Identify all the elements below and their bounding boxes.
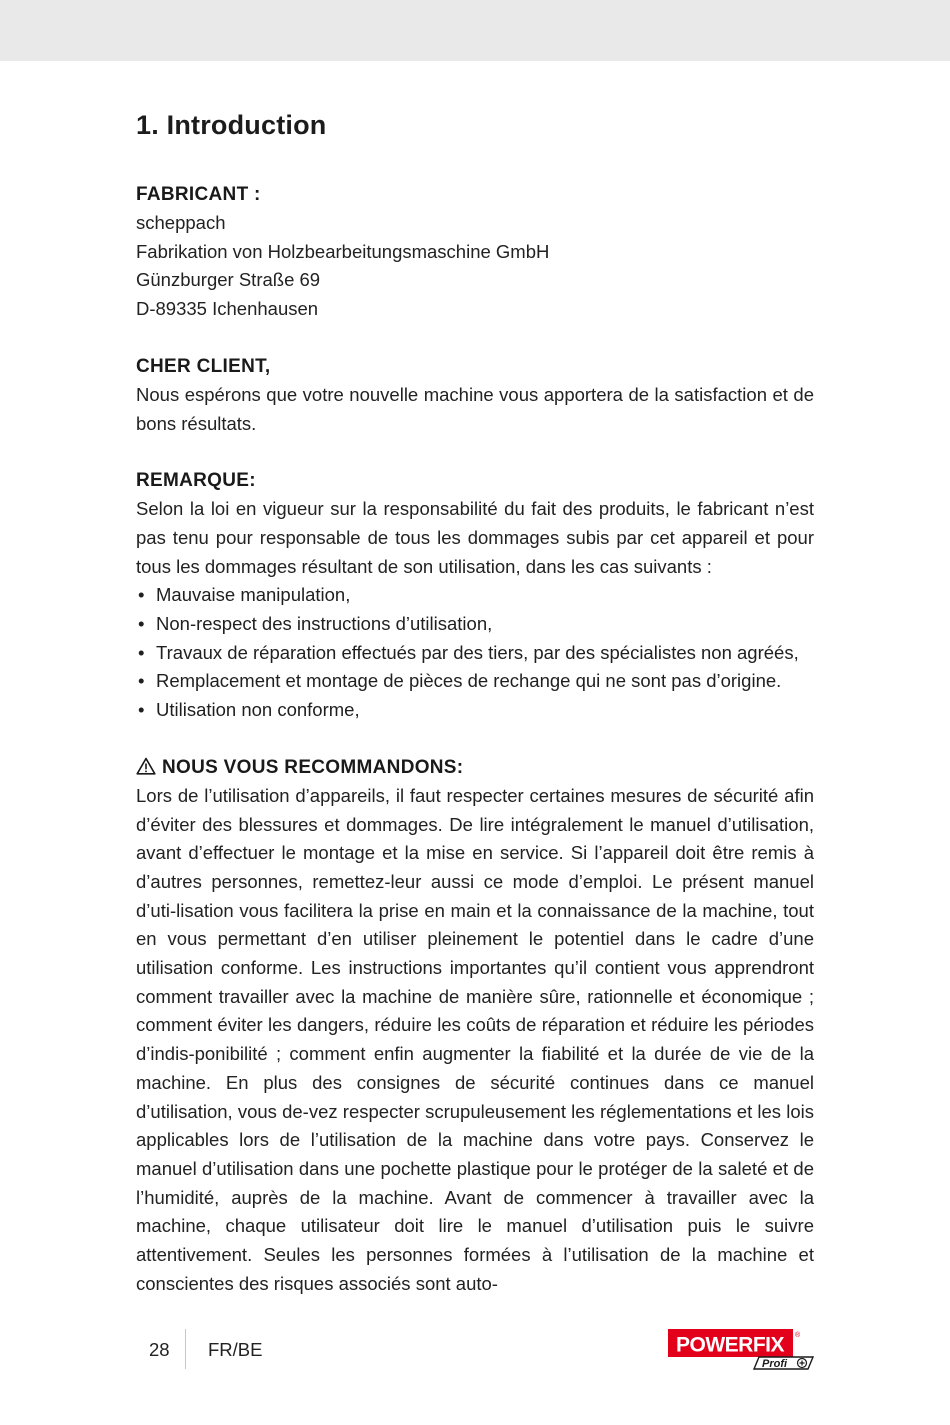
recommend-heading: NOUS VOUS RECOMMANDONS:	[162, 756, 464, 778]
language-code: FR/BE	[208, 1339, 263, 1360]
list-item: • Non-respect des instructions d’utilisation,	[136, 610, 814, 639]
footer-divider	[185, 1329, 186, 1369]
page-number: 28	[149, 1339, 170, 1360]
manufacturer-section	[136, 180, 814, 324]
page-footer	[0, 1327, 950, 1377]
customer-text: Nous espérons que votre nouvelle machine vous apportera de la satisfaction et de bons résultats.	[136, 383, 814, 434]
customer-section	[136, 352, 814, 438]
manufacturer-line: scheppach	[136, 212, 226, 233]
list-item: • Utilisation non conforme,	[136, 696, 814, 725]
page-header-band	[0, 0, 950, 61]
customer-heading: CHER CLIENT,	[136, 355, 271, 377]
svg-text:POWERFIX: POWERFIX	[675, 1333, 785, 1357]
manufacturer-line: Günzburger Straße 69	[136, 269, 321, 291]
recommend-text: Lors de l’utilisation d’appareils, il faut respecter certaines mesures de sécurité afin d’éviter des blessures et dommages. De lire intégralement le manuel d’utilisation, avant d’effectuer le montage et la mise en service. Si l’appareil doit être remis à d’autres personnes, remettez-leur aussi ce mode d’emploi. Le présent manuel d’uti-lisation vous facilitera la prise en main et la connaissance de la machine, tout en vous permettant d’en utiliser pleinement le potentiel dans le cadre d’une utilisation conforme. Les instructions importantes qu’il contient vous apprendront comment travailler avec la machine de manière sûre, rationnelle et économique ; comment éviter les dangers, réduire les coûts de réparation et réduire les périodes d’indis-ponibilité ; comment enfin augmenter la fiabilité et la durée de vie de la machine. En plus des consignes de sécurité continues dans ce manuel d’utilisation, vous de-vez respecter scrupuleusement les réglementations et les lois applicables lors de l’utilisation de la machine dans votre pays. Conservez le manuel d’utilisation dans une pochette plastique pour le protéger de la saleté et de l’humidité, auprès de la machine. Avant de commencer à travailler avec la machine, chaque utilisateur doit lire le manuel d’utilisation puis le suivre attentivement. Seules les personnes formées à l’utilisation de la machine et conscientes des risques associés sont auto-	[136, 784, 814, 1294]
page-title: 1. Introduction	[136, 110, 327, 140]
list-item: • Travaux de réparation effectués par des tiers, par des spécialistes non agréés,	[136, 639, 814, 668]
svg-text:Profi: Profi	[762, 1358, 788, 1370]
remark-bullet-list	[136, 581, 814, 725]
recommend-section	[136, 753, 814, 1299]
warning-triangle-icon	[136, 757, 156, 775]
remark-heading: REMARQUE:	[136, 470, 256, 492]
list-item: • Mauvaise manipulation,	[136, 581, 814, 610]
remark-text: Selon la loi en vigueur sur la responsabilité du fait des produits, le fabricant n’est pas tenu pour responsable de tous les dommages subis par cet appareil et pour tous les dommages résultant de son utilisation, dans les cas suivants :	[136, 498, 814, 577]
recommend-heading-row	[136, 753, 814, 782]
list-item: • Remplacement et montage de pièces de rechange qui ne sont pas d’origine.	[136, 667, 814, 696]
remark-section	[136, 466, 814, 725]
manufacturer-line: Fabrikation von Holzbearbeitungsmaschine GmbH	[136, 240, 550, 262]
page-content	[136, 110, 814, 1299]
powerfix-logo	[667, 1327, 815, 1371]
svg-text:®: ®	[795, 1332, 801, 1339]
manufacturer-line: D-89335 Ichenhausen	[136, 298, 319, 320]
manufacturer-heading: FABRICANT :	[136, 184, 261, 205]
